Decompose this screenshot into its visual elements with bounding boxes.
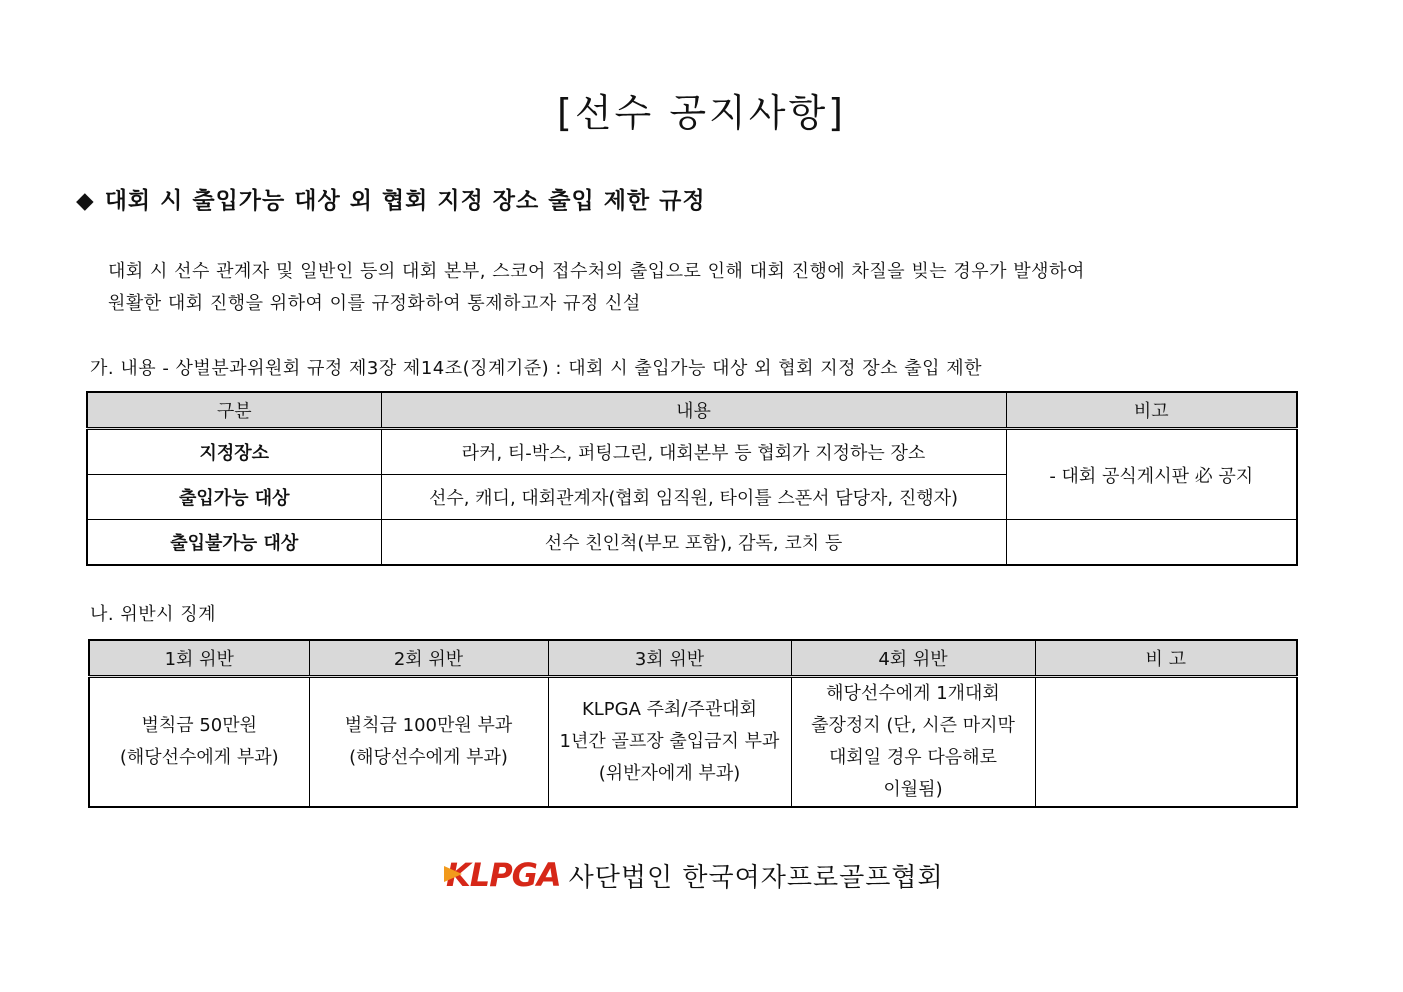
penalty-line: 1년간 골프장 출입금지 부과	[559, 731, 780, 752]
klpga-logo	[446, 856, 561, 894]
part-a-heading: 가. 내용 - 상벌분과위원회 규정 제3장 제14조(징계기준) : 대회 시 출입가능 대상 외 협회 지정 장소 출입 제한	[90, 358, 982, 379]
penalty-cell-4	[791, 677, 1035, 808]
penalty-cell-2	[309, 677, 548, 808]
row-label: 지정장소	[87, 429, 381, 475]
diamond-bullet-icon: ◆	[76, 188, 95, 214]
header-violation-4: 4회 위반	[791, 640, 1035, 677]
row-content: 라커, 티-박스, 퍼팅그린, 대회본부 등 협회가 지정하는 장소	[381, 429, 1006, 475]
access-rules-table	[86, 391, 1298, 566]
penalty-cell-1	[89, 677, 309, 808]
organization-name: 사단법인 한국여자프로골프협회	[568, 862, 944, 893]
penalty-table	[88, 639, 1298, 808]
part-b-heading: 나. 위반시 징계	[90, 604, 216, 625]
penalty-line: 벌칙금 50만원	[141, 715, 258, 736]
logo-arrow-icon	[444, 866, 462, 882]
penalty-line: 출장정지 (단, 시즌 마지막	[811, 715, 1015, 736]
section-heading-text: 대회 시 출입가능 대상 외 협회 지정 장소 출입 제한 규정	[104, 188, 706, 214]
row-content: 선수, 캐디, 대회관계자(협회 임직원, 타이틀 스폰서 담당자, 진행자)	[381, 475, 1006, 520]
header-content: 내용	[381, 392, 1006, 429]
row-note: - 대회 공식게시판 必 공지	[1006, 429, 1297, 520]
section-heading	[76, 182, 706, 215]
penalty-cell-3	[548, 677, 791, 808]
penalty-line: (해당선수에게 부과)	[119, 747, 279, 768]
penalty-line: KLPGA 주최/주관대회	[581, 699, 758, 720]
row-note-empty	[1006, 520, 1297, 566]
penalty-line: 해당선수에게 1개대회	[826, 683, 1000, 704]
table-header-row	[87, 392, 1297, 429]
row-label: 출입불가능 대상	[87, 520, 381, 566]
header-violation-2: 2회 위반	[309, 640, 548, 677]
penalty-line: 이월됨)	[883, 779, 943, 800]
penalty-remarks	[1035, 677, 1297, 808]
intro-line-2: 원활한 대회 진행을 위하여 이를 규정화하여 통제하고자 규정 신설	[108, 293, 641, 314]
penalty-line: 벌칙금 100만원 부과	[344, 715, 513, 736]
header-violation-1: 1회 위반	[89, 640, 309, 677]
penalty-line: (위반자에게 부과)	[598, 763, 741, 784]
header-violation-3: 3회 위반	[548, 640, 791, 677]
table-header-row	[89, 640, 1297, 677]
table-row	[87, 520, 1297, 566]
footer	[446, 856, 944, 894]
penalty-line: (해당선수에게 부과)	[349, 747, 508, 768]
header-category: 구분	[87, 392, 381, 429]
page-title: [선수 공지사항]	[557, 91, 846, 135]
intro-paragraph	[108, 256, 1085, 320]
header-remarks: 비 고	[1035, 640, 1297, 677]
row-content: 선수 친인척(부모 포함), 감독, 코치 등	[381, 520, 1006, 566]
intro-line-1: 대회 시 선수 관계자 및 일반인 등의 대회 본부, 스코어 접수처의 출입으로 인해 대회 진행에 차질을 빚는 경우가 발생하여	[108, 261, 1085, 282]
table-row	[87, 429, 1297, 475]
penalty-line: 대회일 경우 다음해로	[829, 747, 997, 768]
logo-text: KLPGA	[446, 856, 561, 894]
row-label: 출입가능 대상	[87, 475, 381, 520]
header-note: 비고	[1006, 392, 1297, 429]
table-row	[89, 677, 1297, 808]
